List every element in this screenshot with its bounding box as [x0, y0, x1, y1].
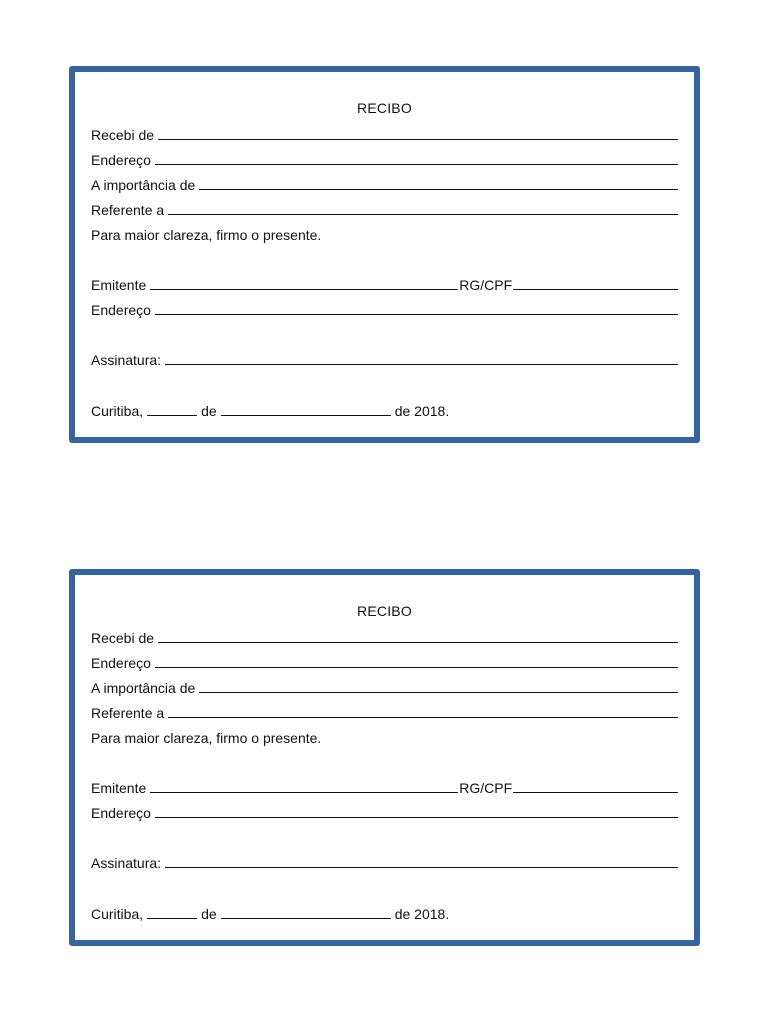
issuer-address-line [155, 314, 678, 315]
received-from-label: Recebi de [91, 630, 155, 646]
issuer-address-label: Endereço [91, 805, 151, 821]
issuer-address-label: Endereço [91, 302, 151, 318]
clarity-text: Para maior clareza, firmo o presente. [91, 227, 322, 243]
signature-line [165, 364, 678, 365]
address-label: Endereço [91, 152, 151, 168]
date-row [91, 904, 678, 922]
day-line [147, 415, 197, 416]
amount-line [199, 189, 678, 190]
issuer-label: Emitente [91, 780, 147, 796]
address-row [91, 653, 678, 671]
receipt-card [69, 66, 700, 443]
signature-label: Assinatura: [91, 855, 162, 871]
received-from-label: Recebi de [91, 127, 155, 143]
regarding-row [91, 200, 678, 218]
issuer-line [150, 289, 458, 290]
issuer-row [91, 778, 678, 796]
issuer-line [150, 792, 458, 793]
year-label: de 2018. [394, 403, 450, 419]
clarity-row [91, 225, 678, 243]
de-label: de [201, 403, 217, 419]
signature-row [91, 350, 678, 368]
regarding-row [91, 703, 678, 721]
date-row [91, 401, 678, 419]
amount-row [91, 175, 678, 193]
receipt-title: RECIBO [357, 100, 412, 116]
amount-row [91, 678, 678, 696]
amount-line [199, 692, 678, 693]
regarding-label: Referente a [91, 705, 165, 721]
day-line [147, 918, 197, 919]
signature-label: Assinatura: [91, 352, 162, 368]
address-label: Endereço [91, 655, 151, 671]
de-label: de [201, 906, 217, 922]
receipt-card [69, 569, 700, 946]
address-line [155, 667, 678, 668]
month-line [221, 918, 391, 919]
regarding-line [168, 717, 678, 718]
rg-cpf-label: RG/CPF [459, 277, 513, 293]
receipt-title: RECIBO [357, 603, 412, 619]
year-label: de 2018. [394, 906, 450, 922]
amount-label: A importância de [91, 680, 196, 696]
received-from-row [91, 628, 678, 646]
clarity-row [91, 728, 678, 746]
month-line [221, 415, 391, 416]
signature-row [91, 853, 678, 871]
received-from-row [91, 125, 678, 143]
regarding-line [168, 214, 678, 215]
amount-label: A importância de [91, 177, 196, 193]
issuer-address-row [91, 803, 678, 821]
address-line [155, 164, 678, 165]
issuer-address-line [155, 817, 678, 818]
city-label: Curitiba, [91, 403, 144, 419]
address-row [91, 150, 678, 168]
signature-line [165, 867, 678, 868]
city-label: Curitiba, [91, 906, 144, 922]
rg-cpf-label: RG/CPF [459, 780, 513, 796]
issuer-label: Emitente [91, 277, 147, 293]
rg-cpf-line [513, 792, 678, 793]
rg-cpf-line [513, 289, 678, 290]
issuer-address-row [91, 300, 678, 318]
clarity-text: Para maior clareza, firmo o presente. [91, 730, 322, 746]
issuer-row [91, 275, 678, 293]
regarding-label: Referente a [91, 202, 165, 218]
received-from-line [158, 642, 678, 643]
received-from-line [158, 139, 678, 140]
